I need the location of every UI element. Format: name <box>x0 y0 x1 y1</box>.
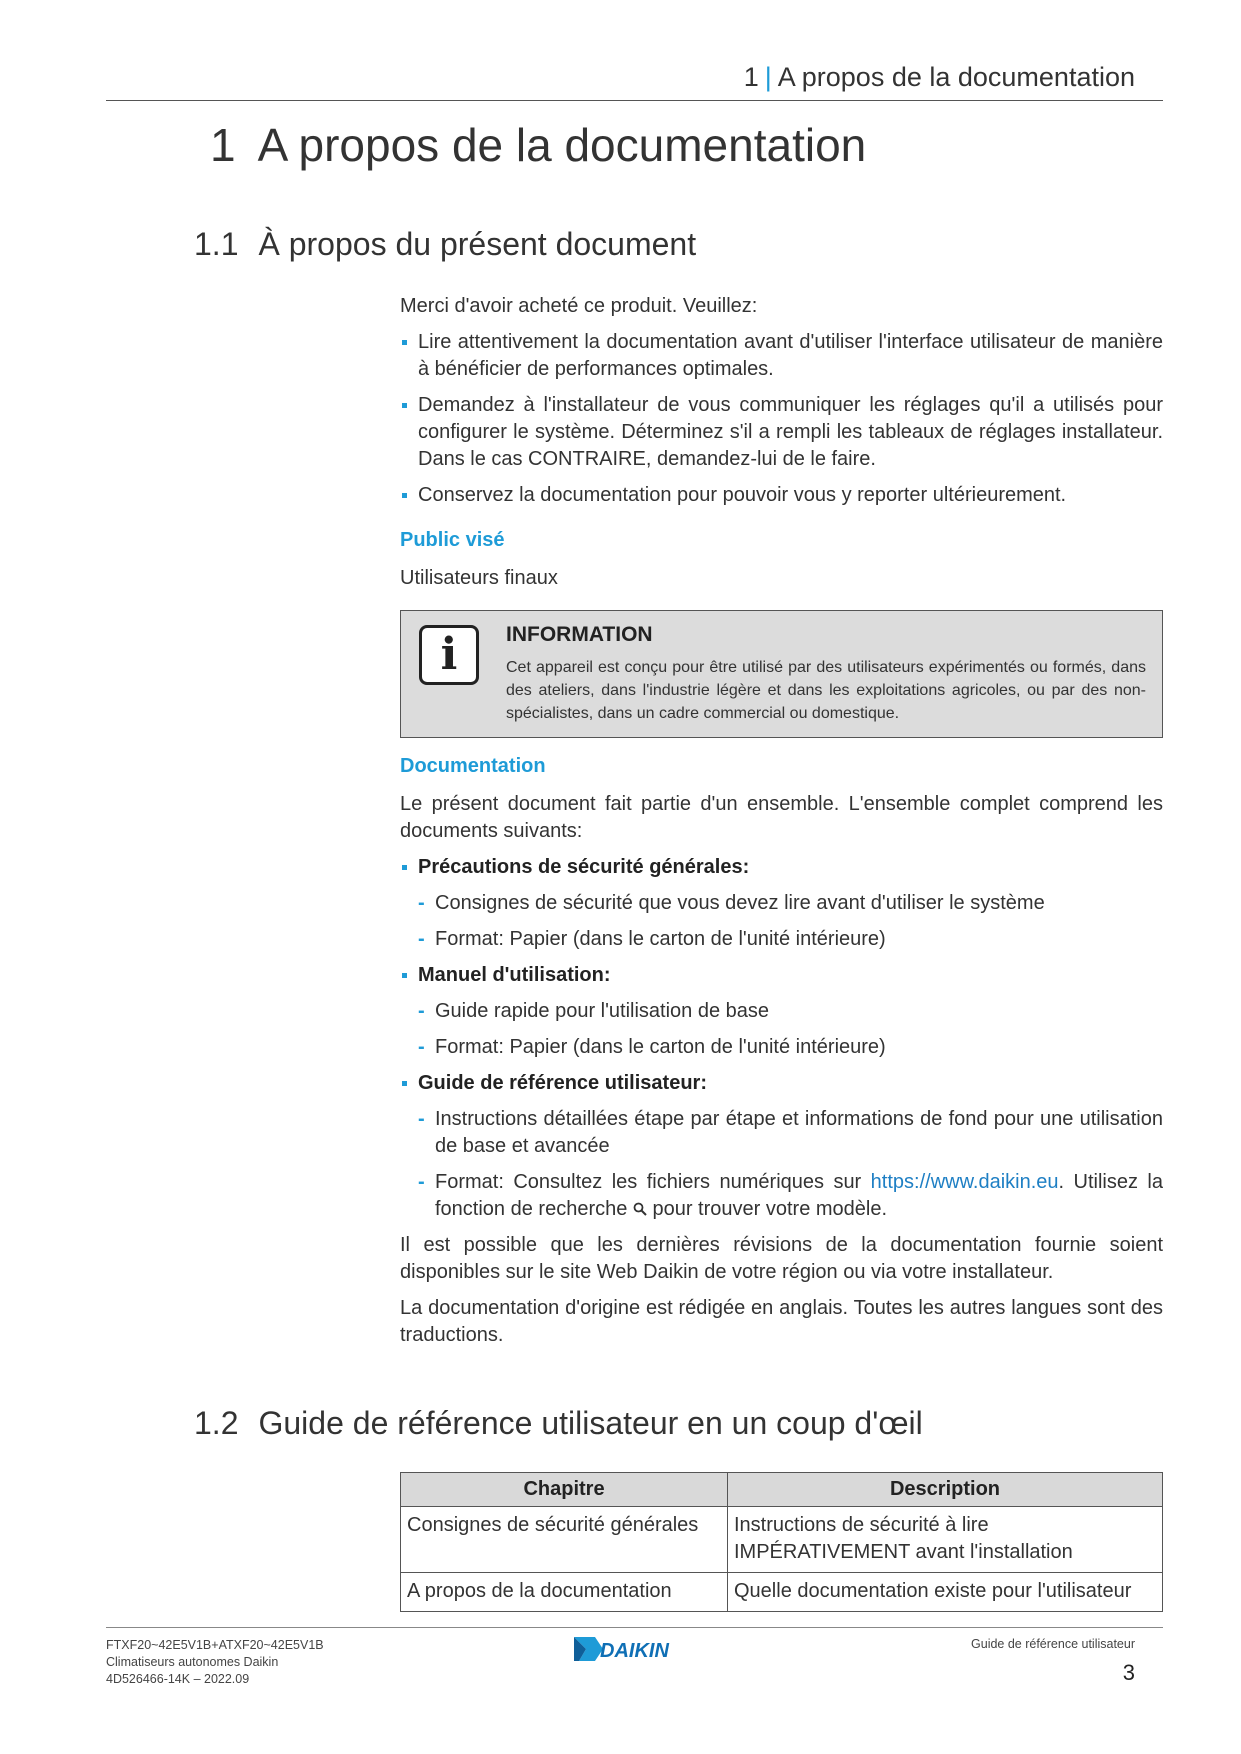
section-title-1-2 <box>194 1405 923 1442</box>
information-box <box>400 610 1163 738</box>
daikin-logo <box>574 1636 694 1662</box>
info-title: INFORMATION <box>506 623 653 646</box>
chapter-title-text: A propos de la documentation <box>257 119 867 171</box>
list-item: - Guide rapide pour l'utilisation de base <box>400 998 1163 1025</box>
format-suffix: pour trouver votre modèle. <box>646 1198 888 1220</box>
footer-product: Climatiseurs autonomes Daikin <box>106 1655 279 1669</box>
format-mid: . Utilisez la fonction de recherche <box>435 1171 1163 1220</box>
info-text: Cet appareil est conçu pour être utilisé par des utilisateurs expérimentés ou formés, dans des ateliers, dans l'industrie légère et dans les exploitations agricoles, ou par des non-spécialistes, dans un cadre commercial ou domestique. <box>506 659 1146 722</box>
section-title-text: Guide de référence utilisateur en un coup d'œil <box>258 1405 923 1441</box>
doc-title-manual: Manuel d'utilisation: <box>400 962 1163 989</box>
footer-left <box>106 1637 324 1688</box>
documentation-heading: Documentation <box>400 755 546 777</box>
table-header-row <box>401 1473 1163 1507</box>
audience-heading: Public visé <box>400 529 505 551</box>
header-separator: | <box>764 62 772 92</box>
list-item: - Format: Papier (dans le carton de l'unité intérieure) <box>400 1034 1163 1061</box>
audience-text: Utilisateurs finaux <box>400 567 558 589</box>
page-number: 3 <box>1122 1660 1135 1685</box>
table-cell: A propos de la documentation <box>401 1573 728 1612</box>
list-item-format-digital <box>400 1169 1163 1223</box>
table-cell: Quelle documentation existe pour l'utilisateur <box>728 1573 1163 1612</box>
table-row <box>401 1507 1163 1573</box>
chapter-title <box>210 118 866 172</box>
documentation-section <box>400 753 1163 1349</box>
list-item: - Instructions détaillées étape par étape et informations de fond pour une utilisation de base et avancée <box>400 1106 1163 1160</box>
section-1-1-body <box>400 293 1163 592</box>
table-cell: Instructions de sécurité à lire IMPÉRATIVEMENT avant l'installation <box>728 1507 1163 1573</box>
list-item: Demandez à l'installateur de vous communiquer les réglages qu'il a utilisés pour configurer le système. Déterminez s'il a rempli les tableaux de réglages installateur. Dans le cas CONTRAIRE, demandez-lui de le faire. <box>400 392 1163 473</box>
footer-docnum: 4D526466-14K – 2022.09 <box>106 1672 250 1686</box>
table-row <box>401 1573 1163 1612</box>
logo-text: DAIKIN <box>600 1640 669 1662</box>
footer-model: FTXF20~42E5V1B+ATXF20~42E5V1B <box>106 1638 324 1652</box>
doc-title-reference-guide: Guide de référence utilisateur: <box>400 1070 1163 1097</box>
search-icon <box>633 1202 647 1216</box>
documentation-intro: Le présent document fait partie d'un ensemble. L'ensemble complet comprend les documents suivants: <box>400 793 1163 842</box>
format-prefix: Format: Consultez les fichiers numériques sur <box>435 1171 871 1193</box>
table-header-chapter: Chapitre <box>401 1473 728 1507</box>
doc-title-safety: Précautions de sécurité générales: <box>400 854 1163 881</box>
intro-text: Merci d'avoir acheté ce produit. Veuillez: <box>400 295 758 317</box>
info-icon: i <box>419 625 479 685</box>
list-item: - Consignes de sécurité que vous devez lire avant d'utiliser le système <box>400 890 1163 917</box>
footer-rule <box>106 1627 1163 1628</box>
header-rule <box>106 100 1163 101</box>
list-item: Conservez la documentation pour pouvoir vous y reporter ultérieurement. <box>400 482 1163 509</box>
header-chapter-num: 1 <box>743 62 759 92</box>
paragraph-revisions: Il est possible que les dernières révisions de la documentation fournie soient disponibles sur le site Web Daikin de votre région ou via votre installateur. <box>400 1234 1163 1283</box>
list-item: Lire attentivement la documentation avant d'utiliser l'interface utilisateur de manière à bénéficier de performances optimales. <box>400 329 1163 383</box>
header-title: A propos de la documentation <box>777 62 1135 92</box>
list-item: - Format: Papier (dans le carton de l'unité intérieure) <box>400 926 1163 953</box>
reference-table <box>400 1472 1163 1612</box>
footer-guide-title: Guide de référence utilisateur <box>971 1637 1135 1651</box>
chapter-number: 1 <box>210 119 236 171</box>
paragraph-translations: La documentation d'origine est rédigée en anglais. Toutes les autres langues sont des traductions. <box>400 1297 1163 1346</box>
section-number: 1.1 <box>194 226 239 262</box>
section-title-1-1 <box>194 226 696 263</box>
section-number: 1.2 <box>194 1405 239 1441</box>
section-title-text: À propos du présent document <box>258 226 697 262</box>
table-header-description: Description <box>728 1473 1163 1507</box>
table-cell: Consignes de sécurité générales <box>401 1507 728 1573</box>
running-header <box>744 62 1135 93</box>
daikin-link[interactable]: https://www.daikin.eu <box>870 1171 1059 1193</box>
